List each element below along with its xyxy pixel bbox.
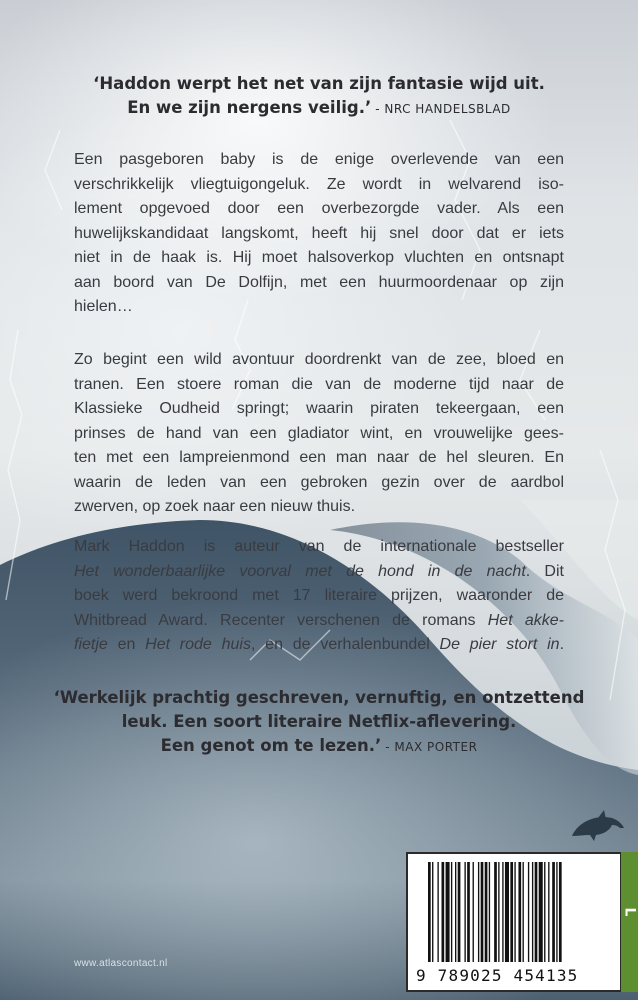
atlas-contact-logo-icon: L — [621, 852, 638, 992]
author-bio-line — [74, 560, 564, 585]
review-quote-bottom — [0, 686, 638, 759]
synopsis-line: zwerven, op zoek naar een nieuw thuis. — [74, 498, 356, 515]
barcode-bar — [494, 862, 497, 962]
barcode-bar — [518, 862, 521, 962]
isbn-number: 9 789025 454135 — [416, 966, 579, 985]
synopsis-line: aan boord van De Dolfijn, met een huurmoordenaar op zijn — [74, 273, 564, 291]
review-quote-bottom-line1: ‘Werkelijk prachtig geschreven, vernuftig, en ontzettend — [53, 688, 585, 707]
author-bio-line — [74, 609, 564, 634]
barcode-bar — [473, 862, 474, 962]
barcode-bar — [428, 862, 431, 962]
author-bio-text: . — [559, 636, 565, 653]
book-title: fietje — [74, 636, 108, 653]
barcode-bar — [510, 862, 513, 962]
barcode-bar — [523, 862, 524, 962]
barcode-bar — [467, 862, 470, 962]
synopsis-line: huwelijkskandidaat langskomt, heeft hij snel door dat er iets — [74, 224, 564, 242]
barcode-bar — [559, 862, 562, 962]
barcode-bar — [528, 862, 529, 962]
barcode-bar — [485, 862, 488, 962]
barcode-bar — [514, 862, 515, 962]
barcode-bar — [458, 862, 461, 962]
book-title: Het akke- — [487, 611, 565, 629]
barcode-bar — [535, 862, 538, 962]
barcode-bars — [428, 862, 604, 962]
synopsis-line: waarin de leden van een gebroken gezin over de aardbol — [74, 473, 564, 491]
synopsis-line: ten met een lampreienmond een man naar de hel sleuren. En — [74, 449, 564, 466]
synopsis-line: verschrikkelijk vliegtuigongeluk. Ze wordt in welvarend iso- — [74, 175, 564, 193]
author-bio-text: . Dit — [525, 562, 564, 580]
author-bio-text: Whitbread Award. Recenter verschenen de romans — [74, 611, 488, 629]
synopsis-line: Een pasgeboren baby is de enige overlevende van een — [74, 151, 564, 168]
synopsis-line: prinses de hand van een gladiator wint, en vrouwelijke gees- — [74, 424, 564, 442]
barcode-bar — [455, 862, 456, 962]
synopsis-line: tranen. Een stoere roman die van de moderne tijd naar de — [74, 375, 564, 393]
synopsis-line: lement opgevoed door een overbezorgde vader. Als een — [74, 200, 564, 217]
barcode-bar — [552, 862, 555, 962]
barcode-bar — [451, 862, 452, 962]
barcode-bar — [489, 862, 490, 962]
barcode-bar — [437, 862, 438, 962]
barcode-bar — [446, 862, 450, 962]
barcode-bar — [505, 862, 509, 962]
review-quote-top-line1: ‘Haddon werpt het net van zijn fantasie wijd uit. — [93, 74, 545, 93]
barcode-bar — [464, 862, 465, 962]
review-quote-bottom-line3: Een genot om te lezen.’ — [160, 736, 382, 755]
dolphin-icon — [568, 808, 628, 848]
synopsis-line: hielen… — [74, 298, 133, 315]
book-title: Het rode huis — [145, 636, 251, 653]
barcode-bar — [556, 862, 557, 962]
book-title: De pier stort in — [439, 636, 560, 653]
synopsis-line: Klassieke Oudheid springt; waarin piraten tekeergaan, een — [74, 400, 564, 417]
author-bio-text: en — [107, 636, 146, 653]
barcode-bar — [442, 862, 445, 962]
synopsis-paragraph-2 — [74, 348, 564, 520]
synopsis-line: Zo begint een wild avontuur doordrenkt van de zee, bloed en — [74, 351, 564, 368]
barcode-bar — [432, 862, 433, 962]
barcode-bar — [548, 862, 549, 962]
review-quote-top-attribution: - NRC HANDELSBLAD — [375, 102, 511, 116]
review-quote-top — [0, 72, 638, 121]
book-title: Het wonderbaarlijke voorval met de hond in de nacht — [74, 562, 526, 580]
barcode-bar — [498, 862, 499, 962]
barcode-bar — [502, 862, 503, 962]
barcode-bar — [544, 862, 545, 962]
author-bio-line: Mark Haddon is auteur van de internationale bestseller — [74, 538, 564, 555]
review-quote-top-line2: En we zijn nergens veilig.’ — [127, 98, 372, 117]
publisher-website[interactable]: www.atlascontact.nl — [74, 958, 168, 969]
barcode-bar — [481, 862, 484, 962]
author-bio-line: boek werd bekroond met 17 literaire prijzen, waaronder de — [74, 587, 564, 604]
barcode-bar — [539, 862, 543, 962]
review-quote-bottom-line2: leuk. Een soort literaire Netflix-aflevering. — [121, 712, 517, 731]
author-bio-line — [74, 633, 564, 658]
synopsis-line: niet in de haak is. Hij moet halsoverkop vluchten en ontsnapt — [74, 249, 564, 266]
author-bio — [74, 535, 564, 658]
review-quote-bottom-attribution: - MAX PORTER — [385, 740, 478, 754]
barcode-bar — [478, 862, 479, 962]
author-bio-text: , en de verhalenbundel — [250, 636, 440, 653]
synopsis-paragraph-1 — [74, 148, 564, 320]
barcode-bar — [532, 862, 533, 962]
isbn-barcode — [406, 852, 622, 992]
